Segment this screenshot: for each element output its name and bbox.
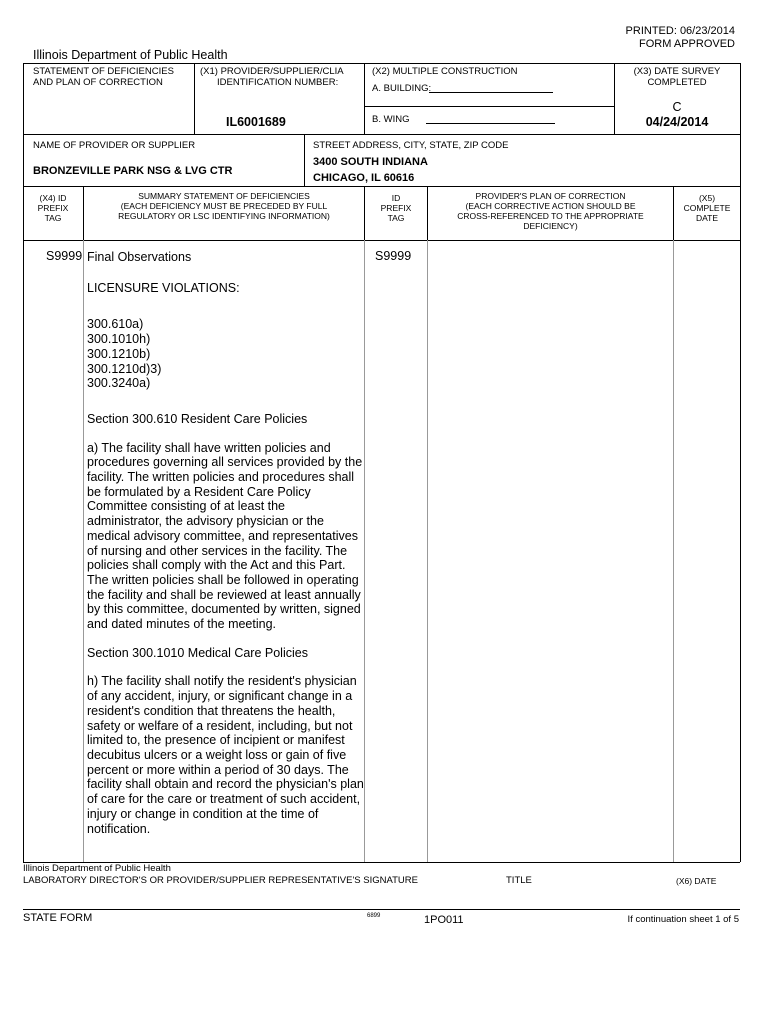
form-number: 6899 (367, 913, 381, 919)
regulation-codes: 300.610a) 300.1010h) 300.1210b) 300.1210d)3) 300.3240a) (87, 317, 162, 391)
x1-label: (X1) PROVIDER/SUPPLIER/CLIA IDENTIFICATION NUMBER: (200, 66, 344, 88)
form-approved: FORM APPROVED (639, 38, 735, 50)
agency-title: Illinois Department of Public Health (33, 48, 228, 62)
wing-label: B. WING (372, 114, 410, 125)
x3-code: C (672, 100, 682, 114)
violations-heading: LICENSURE VIOLATIONS: (87, 280, 240, 295)
x5-header: (X5) COMPLETE DATE (683, 193, 731, 223)
id-header: ID PREFIX TAG (380, 193, 412, 223)
statement-label: STATEMENT OF DEFICIENCIES AND PLAN OF CORRECTION (33, 66, 174, 88)
address-label: STREET ADDRESS, CITY, STATE, ZIP CODE (313, 140, 509, 151)
title-label: TITLE (506, 875, 532, 886)
entry-title: Final Observations (87, 250, 192, 264)
section2-title: Section 300.1010 Medical Care Policies (87, 645, 308, 660)
tag-right: S9999 (375, 249, 412, 263)
section1-paragraph: a) The facility shall have written policies and procedures governing all services provided by the facility. The written policies and procedures shall be formulated by a Resident Care Policy Committee consisting of at least the administrator, the advisory physician or the medical advisory committee, and representatives of nursing and other services in the facility. The policies shall comply with the Act and this Part. The written policies shall be followed in operating the facility and shall be reviewed at least annually by this committee, documented by written, signed and dated minutes of the meeting. (87, 440, 363, 632)
deficiency-text (87, 250, 364, 836)
x1-provider-number: IL6001689 (226, 115, 286, 129)
signature-label: LABORATORY DIRECTOR'S OR PROVIDER/SUPPLIER REPRESENTATIVE'S SIGNATURE (23, 875, 418, 886)
printed-date: PRINTED: 06/23/2014 (625, 25, 735, 37)
footer-rule (23, 909, 740, 910)
summary-header: SUMMARY STATEMENT OF DEFICIENCIES (EACH DEFICIENCY MUST BE PRECEDED BY FULL REGULATORY OR LSC IDENTIFYING INFORMATION) (118, 191, 330, 221)
x3-label: (X3) DATE SURVEY COMPLETED (633, 66, 721, 88)
event-id: 1PO011 (424, 914, 464, 926)
x2-label: (X2) MULTIPLE CONSTRUCTION (372, 66, 518, 77)
x4-header: (X4) ID PREFIX TAG (37, 193, 69, 223)
state-form-label: STATE FORM (23, 912, 93, 924)
address-line1: 3400 SOUTH INDIANA (313, 156, 428, 168)
continuation-note: If continuation sheet 1 of 5 (627, 914, 739, 925)
x6-date-label: (X6) DATE (676, 876, 717, 886)
footer-agency: Illinois Department of Public Health (23, 863, 171, 874)
address-line2: CHICAGO, IL 60616 (313, 172, 415, 184)
provider-name-label: NAME OF PROVIDER OR SUPPLIER (33, 140, 196, 151)
section2-paragraph: h) The facility shall notify the resident's physician of any accident, injury, or significant change in a resident's condition that threatens the health, safety or welfare of a resident, including, but not limited to, the presence of incipient or manifest decubitus ulcers or a weight loss or gain of five percent or more within a period of 30 days. The facility shall obtain and record the physician's plan of care for the care or treatment of such accident, injury or change in condition at the time of notification. (87, 674, 364, 836)
plan-header: PROVIDER'S PLAN OF CORRECTION (EACH CORRECTIVE ACTION SHOULD BE CROSS-REFERENCED TO THE APPROPRIATE DEFICIENCY) (457, 191, 644, 231)
section1-title: Section 300.610 Resident Care Policies (87, 411, 308, 426)
tag-left: S9999 (46, 249, 83, 263)
provider-name: BRONZEVILLE PARK NSG & LVG CTR (33, 165, 233, 177)
building-blank-line (429, 92, 553, 93)
building-label: A. BUILDING: (372, 83, 432, 94)
x3-survey-date: 04/24/2014 (645, 115, 709, 129)
wing-blank-line (426, 123, 555, 124)
